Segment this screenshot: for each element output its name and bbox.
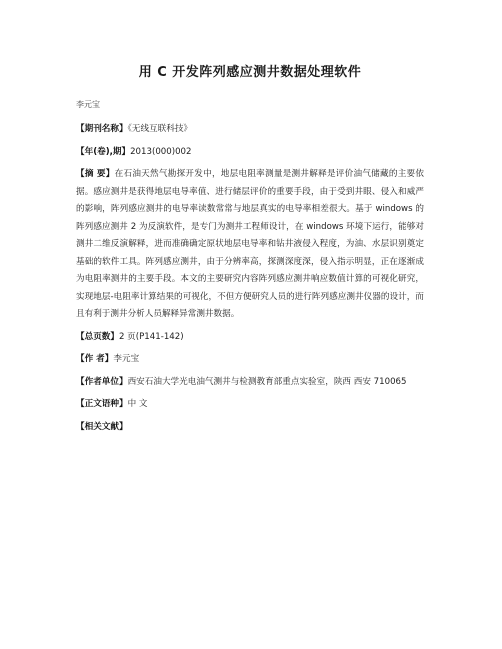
author-field bbox=[76, 351, 424, 369]
language-value: 中 文 bbox=[127, 399, 148, 409]
abstract-field bbox=[76, 166, 424, 324]
journal-field bbox=[76, 121, 424, 139]
year-label: 【年(卷),期】 bbox=[76, 146, 131, 157]
year-value: 2013(000)002 bbox=[130, 146, 192, 157]
year-field bbox=[76, 144, 424, 162]
author-line: 李元宝 bbox=[76, 100, 100, 109]
related-literature-label: 【相关文献】 bbox=[76, 421, 128, 432]
journal-label: 【期刊名称】 bbox=[76, 124, 128, 134]
pages-field bbox=[76, 329, 424, 347]
pages-label: 【总页数】 bbox=[76, 331, 119, 342]
author-unit-value: 西安石油大学光电油气测井与检测教育部重点实验室，陕西 西安 710065 bbox=[127, 376, 407, 387]
author-label: 【作 者】 bbox=[76, 354, 114, 364]
author-unit-label: 【作者单位】 bbox=[76, 376, 128, 387]
language-label: 【正文语种】 bbox=[76, 399, 128, 409]
related-literature-field bbox=[76, 419, 424, 437]
author-value: 李元宝 bbox=[113, 354, 140, 364]
abstract-text: 在石油天然气勘探开发中，地层电阻率测量是测井解释是评价油气储藏的主要依据。感应测井是获得地层电导率值、进行储层评价的重要手段，由于受到井眼、侵入和威严的影响，阵列感应测井的电导率读数常常与地层真实的电导率相差很大。基于 windows 的阵列感应测井 2 为反演软件，是专门为测井工程师设计，在 windows 环境下运行，能够对测井二维反演解释，进而准确确定原状地层电导率和钻井液侵入程度，为油、水层识别奠定基础的软件工具。阵列感应测井，由于分辨率高，探测深度深，侵入指示明显，正在逐渐成为电阻率测井的主要手段。本文的主要研究内容阵列感应测井响应数值计算的可视化研究，实现地层-电阻率计算结果的可视化，不但方便研究人员的进行阵列感应测井仪器的设计，而且有利于测井分析人员解释异常测井数据。 bbox=[76, 169, 424, 319]
pages-value: 2 页(P141-142) bbox=[118, 331, 184, 342]
abstract-label: 【摘 要】 bbox=[76, 169, 115, 179]
author-unit-field bbox=[76, 374, 424, 392]
document-title: 用 C 开发阵列感应测井数据处理软件 bbox=[138, 65, 362, 80]
language-field bbox=[76, 396, 424, 414]
journal-value: 《无线互联科技》 bbox=[127, 124, 193, 134]
